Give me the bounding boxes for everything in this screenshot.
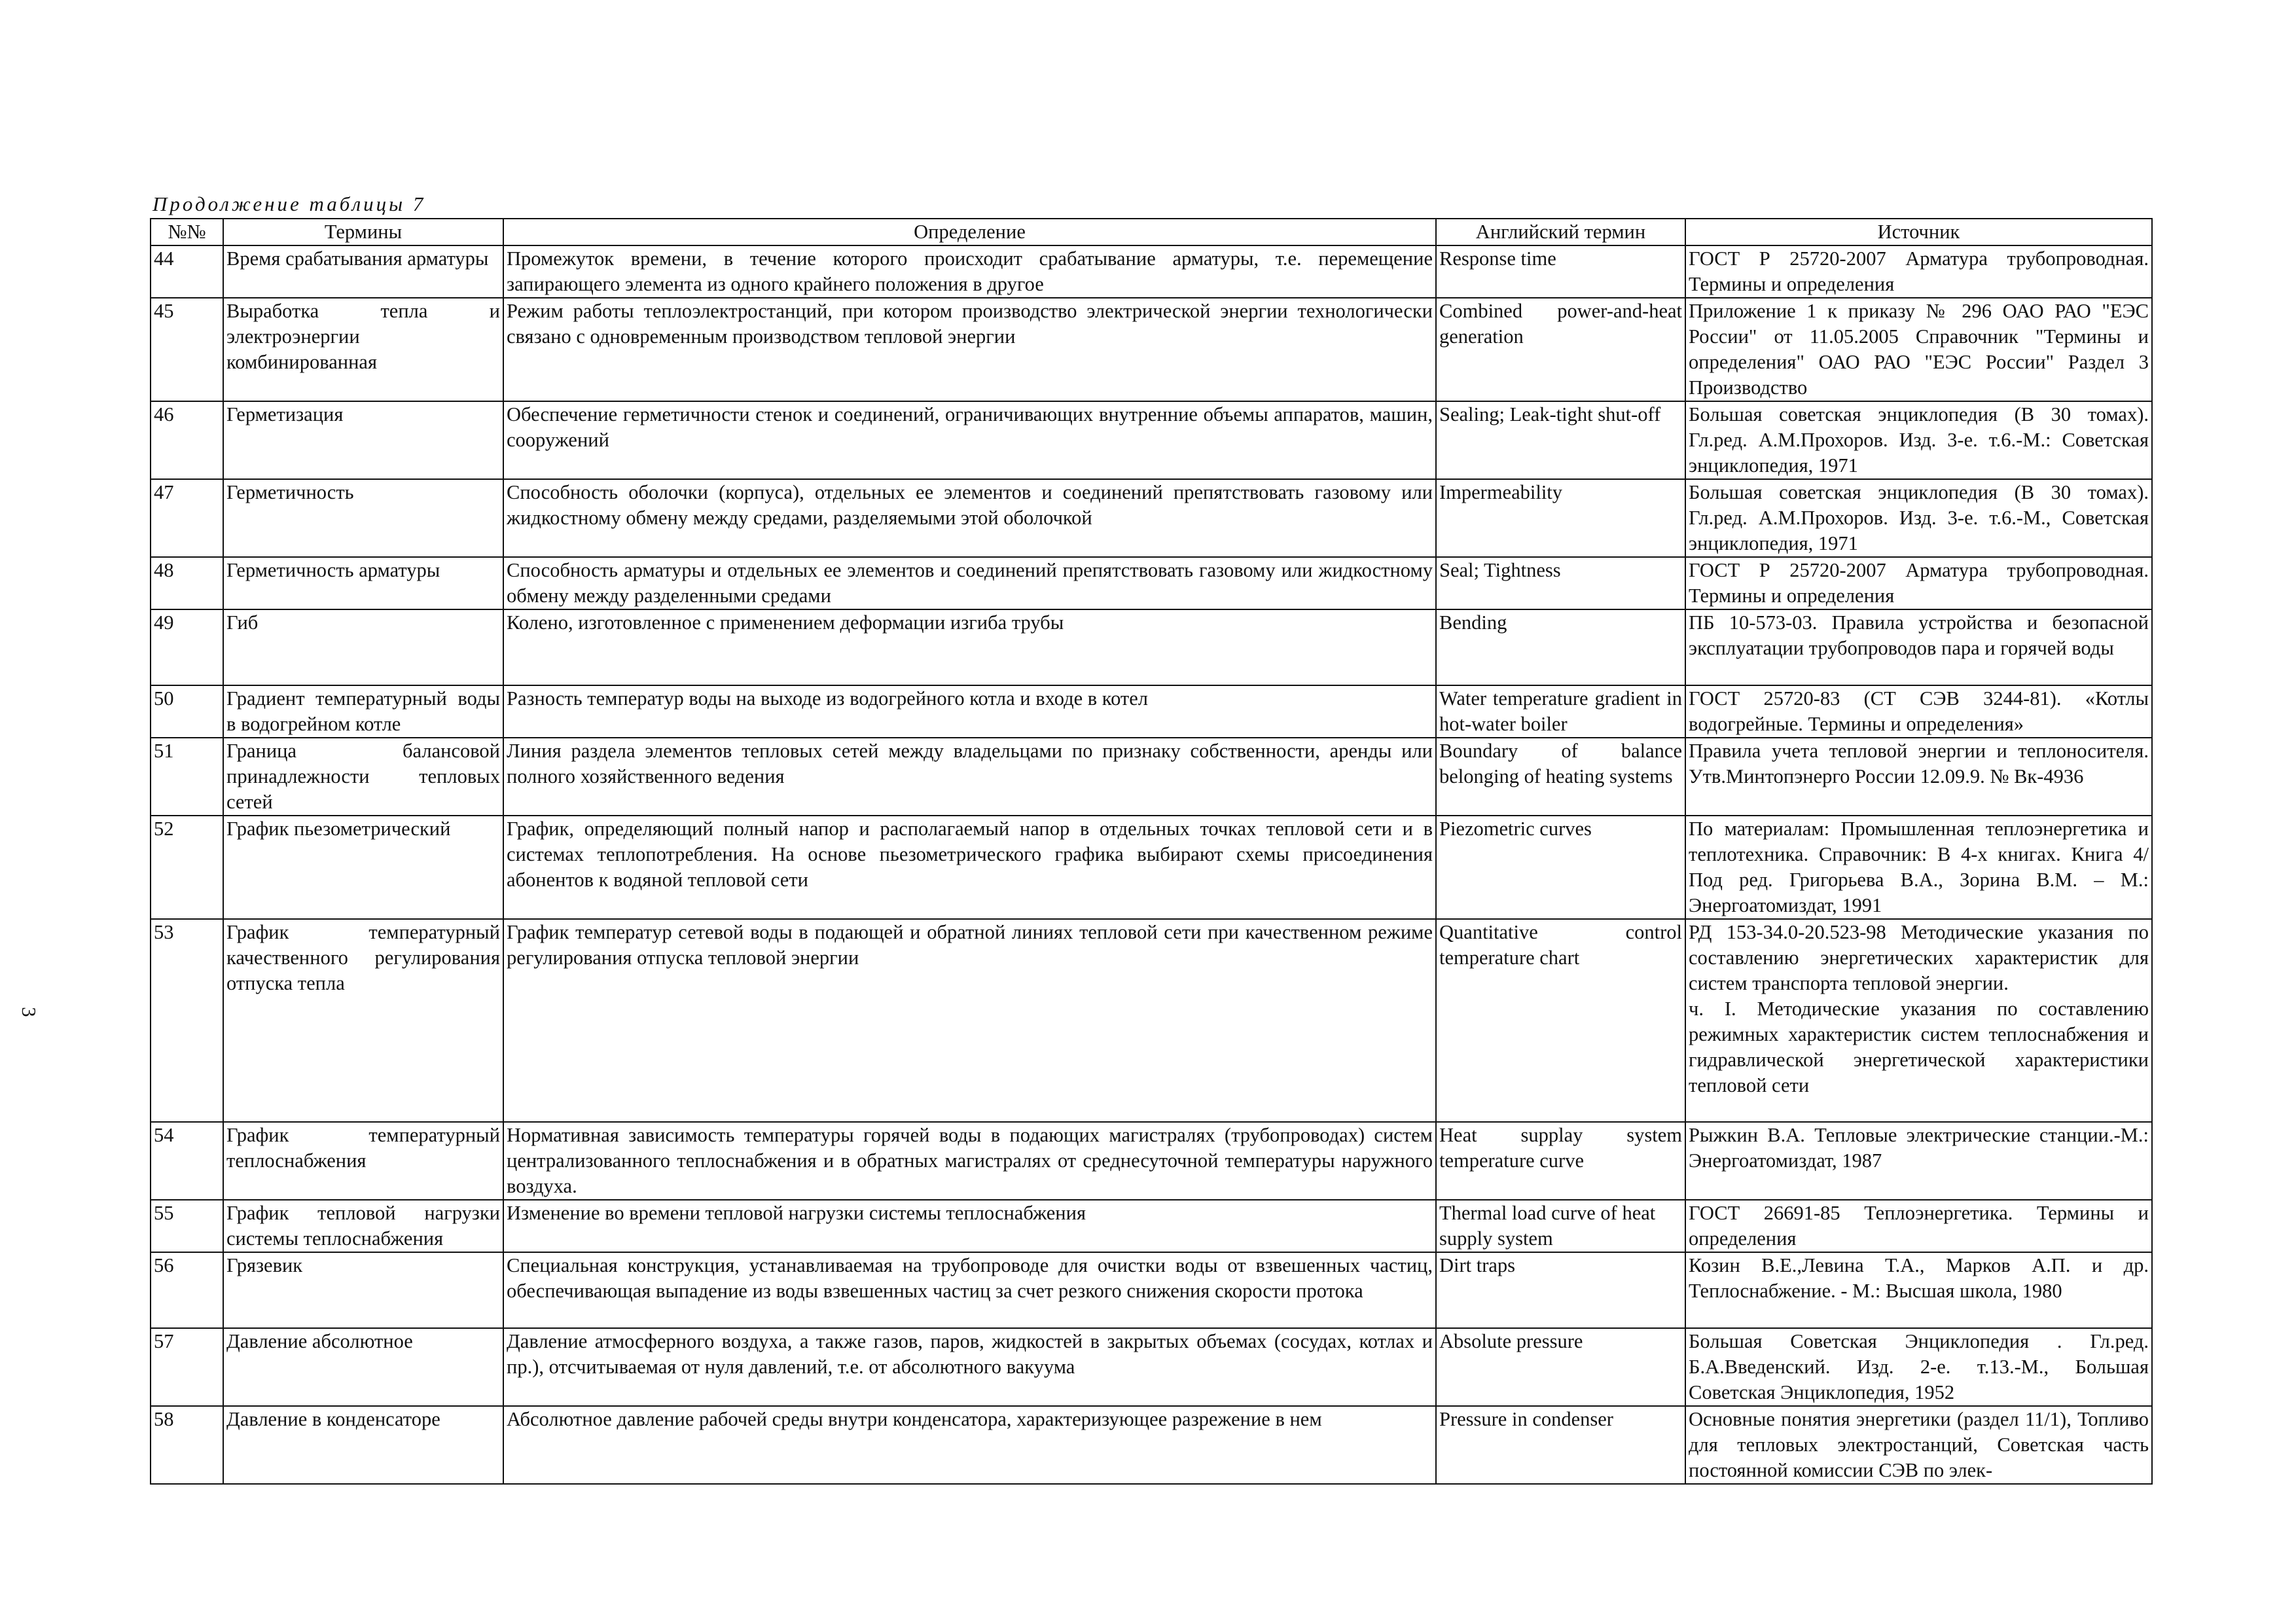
- row-term: График температурный качественного регулирования отпуска тепла: [223, 919, 503, 1122]
- row-definition: Колено, изготовленное с применением деформации изгиба трубы: [503, 609, 1436, 685]
- row-source: Козин В.Е.,Левина Т.А., Марков А.П. и др. Теплоснабжение. - М.: Высшая школа, 1980: [1685, 1252, 2152, 1328]
- row-source: Большая советская энциклопедия (В 30 томах). Гл.ред. А.М.Прохоров. Изд. 3-е. т.6.-М., Советская энциклопедия, 1971: [1685, 479, 2152, 557]
- row-english: Water temperature gradient in hot-water boiler: [1436, 685, 1685, 738]
- row-term: Герметичность арматуры: [223, 557, 503, 609]
- row-num: 52: [151, 816, 223, 919]
- header-source: Источник: [1685, 219, 2152, 245]
- row-source: ГОСТ Р 25720-2007 Арматура трубопроводная. Термины и определения: [1685, 557, 2152, 609]
- table-row: [151, 1200, 2152, 1252]
- table-row: [151, 919, 2152, 1122]
- row-source-part1: РД 153-34.0-20.523-98 Методические указания по составлению энергетических характеристик для систем транспорта тепловой энергии.: [1689, 921, 2149, 994]
- table-row: [151, 557, 2152, 609]
- row-num: 45: [151, 298, 223, 401]
- row-num: 50: [151, 685, 223, 738]
- row-term: Давление абсолютное: [223, 1328, 503, 1406]
- row-english: Sealing; Leak-tight shut-off: [1436, 401, 1685, 479]
- row-source: [1685, 919, 2152, 1122]
- row-english: Boundary of balance belonging of heating systems: [1436, 738, 1685, 816]
- row-definition: Способность оболочки (корпуса), отдельных ее элементов и соединений препятствовать газовому или жидкостному обмену между средами, разделяемыми этой оболочкой: [503, 479, 1436, 557]
- row-source: Основные понятия энергетики (раздел 11/1), Топливо для тепловых электростанций, Советская часть постоянной комиссии СЭВ по элек-: [1685, 1406, 2152, 1484]
- row-english: Thermal load curve of heat supply system: [1436, 1200, 1685, 1252]
- row-term: График пьезометрический: [223, 816, 503, 919]
- table-row: [151, 1328, 2152, 1406]
- table-row: [151, 298, 2152, 401]
- row-num: 47: [151, 479, 223, 557]
- row-term: Гиб: [223, 609, 503, 685]
- row-num: 58: [151, 1406, 223, 1484]
- row-term: График тепловой нагрузки системы теплоснабжения: [223, 1200, 503, 1252]
- row-source: ГОСТ 26691-85 Теплоэнергетика. Термины и определения: [1685, 1200, 2152, 1252]
- row-definition: Изменение во времени тепловой нагрузки системы теплоснабжения: [503, 1200, 1436, 1252]
- table-row: [151, 401, 2152, 479]
- row-term: Герметизация: [223, 401, 503, 479]
- row-source: ГОСТ 25720-83 (СТ СЭВ 3244-81). «Котлы водогрейные. Термины и определения»: [1685, 685, 2152, 738]
- row-source: ПБ 10-573-03. Правила устройства и безопасной эксплуатации трубопроводов пара и горячей воды: [1685, 609, 2152, 685]
- row-num: 53: [151, 919, 223, 1122]
- table-row: [151, 1252, 2152, 1328]
- row-num: 57: [151, 1328, 223, 1406]
- row-source: Рыжкин В.А. Тепловые электрические станции.-М.: Энергоатомиздат, 1987: [1685, 1122, 2152, 1200]
- row-definition: Нормативная зависимость температуры горячей воды в подающих магистралях (трубопроводах) систем централизованного теплоснабжения и в обратных магистралях от среднесуточной температуры наружного воздуха.: [503, 1122, 1436, 1200]
- row-english: Response time: [1436, 245, 1685, 298]
- row-english: Quantitative control temperature chart: [1436, 919, 1685, 1122]
- row-definition: Линия раздела элементов тепловых сетей между владельцами по признаку собственности, аренды или полного хозяйственного ведения: [503, 738, 1436, 816]
- table-row: [151, 609, 2152, 685]
- row-english: Heat supplay system temperature curve: [1436, 1122, 1685, 1200]
- table-caption: Продолжение таблицы 7: [152, 192, 426, 215]
- row-source: Большая советская энциклопедия (В 30 томах). Гл.ред. А.М.Прохоров. Изд. 3-е. т.6.-М.: Советская энциклопедия, 1971: [1685, 401, 2152, 479]
- row-term: Время срабатывания арматуры: [223, 245, 503, 298]
- header-english: Английский термин: [1436, 219, 1685, 245]
- row-num: 46: [151, 401, 223, 479]
- row-definition: Давление атмосферного воздуха, а также газов, паров, жидкостей в закрытых объемах (сосудах, котлах и пр.), отсчитываемая от нуля давлений, т.е. от абсолютного вакуума: [503, 1328, 1436, 1406]
- row-num: 48: [151, 557, 223, 609]
- row-english: Seal; Tightness: [1436, 557, 1685, 609]
- table-row: [151, 685, 2152, 738]
- row-num: 54: [151, 1122, 223, 1200]
- row-num: 49: [151, 609, 223, 685]
- row-definition: График температур сетевой воды в подающей и обратной линиях тепловой сети при качественном режиме регулирования отпуска тепловой энергии: [503, 919, 1436, 1122]
- row-definition: Обеспечение герметичности стенок и соединений, ограничивающих внутренние объемы аппаратов, машин, сооружений: [503, 401, 1436, 479]
- table-row: [151, 1122, 2152, 1200]
- row-english: Pressure in condenser: [1436, 1406, 1685, 1484]
- row-source: Приложение 1 к приказу № 296 ОАО РАО "ЕЭС России" от 11.05.2005 Справочник "Термины и определения" ОАО РАО "ЕЭС России" Раздел 3 Производство: [1685, 298, 2152, 401]
- row-definition: Способность арматуры и отдельных ее элементов и соединений препятствовать газовому или жидкостному обмену между разделенными средами: [503, 557, 1436, 609]
- terms-table: [150, 218, 2153, 1485]
- row-term: Грязевик: [223, 1252, 503, 1328]
- row-term: Выработка тепла и электроэнергии комбинированная: [223, 298, 503, 401]
- table-row: [151, 1406, 2152, 1484]
- row-definition: Абсолютное давление рабочей среды внутри конденсатора, характеризующее разрежение в нем: [503, 1406, 1436, 1484]
- row-definition: Режим работы теплоэлектростанций, при котором производство электрической энергии технологически связано с одновременным производством тепловой энергии: [503, 298, 1436, 401]
- header-definition: Определение: [503, 219, 1436, 245]
- row-english: Absolute pressure: [1436, 1328, 1685, 1406]
- row-english: Bending: [1436, 609, 1685, 685]
- row-definition: Специальная конструкция, устанавливаемая на трубопроводе для очистки воды от взвешенных частиц, обеспечивающая выпадение из воды взвешенных частиц за счет резкого снижения скорости протока: [503, 1252, 1436, 1328]
- row-num: 51: [151, 738, 223, 816]
- row-definition: Промежуток времени, в течение которого происходит срабатывание арматуры, т.е. перемещение запирающего элемента из одного крайнего положения в другое: [503, 245, 1436, 298]
- table-row: [151, 245, 2152, 298]
- table-row: [151, 816, 2152, 919]
- row-num: 44: [151, 245, 223, 298]
- header-term: Термины: [223, 219, 503, 245]
- row-term: Герметичность: [223, 479, 503, 557]
- row-term: График температурный теплоснабжения: [223, 1122, 503, 1200]
- row-source: По материалам: Промышленная теплоэнергетика и теплотехника. Справочник: В 4-х книгах. Книга 4/Под ред. Григорьева В.А., Зорина В.М. – М.: Энергоатомиздат, 1991: [1685, 816, 2152, 919]
- row-english: Impermeability: [1436, 479, 1685, 557]
- row-definition: Разность температур воды на выходе из водогрейного котла и входе в котел: [503, 685, 1436, 738]
- table-row: [151, 479, 2152, 557]
- row-english: Piezometric curves: [1436, 816, 1685, 919]
- row-source-part2: ч. I. Методические указания по составлению режимных характеристик систем теплоснабжения и гидравлической энергетической характеристики тепловой сети: [1689, 998, 2149, 1096]
- page-number: 3: [17, 1007, 41, 1017]
- table-row: [151, 738, 2152, 816]
- row-num: 56: [151, 1252, 223, 1328]
- row-term: Градиент температурный воды в водогрейном котле: [223, 685, 503, 738]
- row-source: Правила учета тепловой энергии и теплоносителя. Утв.Минтопэнерго России 12.09.9. № Вк-4936: [1685, 738, 2152, 816]
- row-num: 55: [151, 1200, 223, 1252]
- row-english: Dirt traps: [1436, 1252, 1685, 1328]
- header-num: №№: [151, 219, 223, 245]
- row-source: Большая Советская Энциклопедия . Гл.ред. Б.А.Введенский. Изд. 2-е. т.13.-М., Большая Советская Энциклопедия, 1952: [1685, 1328, 2152, 1406]
- row-term: Давление в конденсаторе: [223, 1406, 503, 1484]
- row-term: Граница балансовой принадлежности тепловых сетей: [223, 738, 503, 816]
- row-source: ГОСТ Р 25720-2007 Арматура трубопроводная. Термины и определения: [1685, 245, 2152, 298]
- row-english: Combined power-and-heat generation: [1436, 298, 1685, 401]
- table-header-row: [151, 219, 2152, 245]
- row-definition: График, определяющий полный напор и располагаемый напор в отдельных точках тепловой сети и в системах теплопотребления. На основе пьезометрического графика выбирают схемы присоединения абонентов к водяной тепловой сети: [503, 816, 1436, 919]
